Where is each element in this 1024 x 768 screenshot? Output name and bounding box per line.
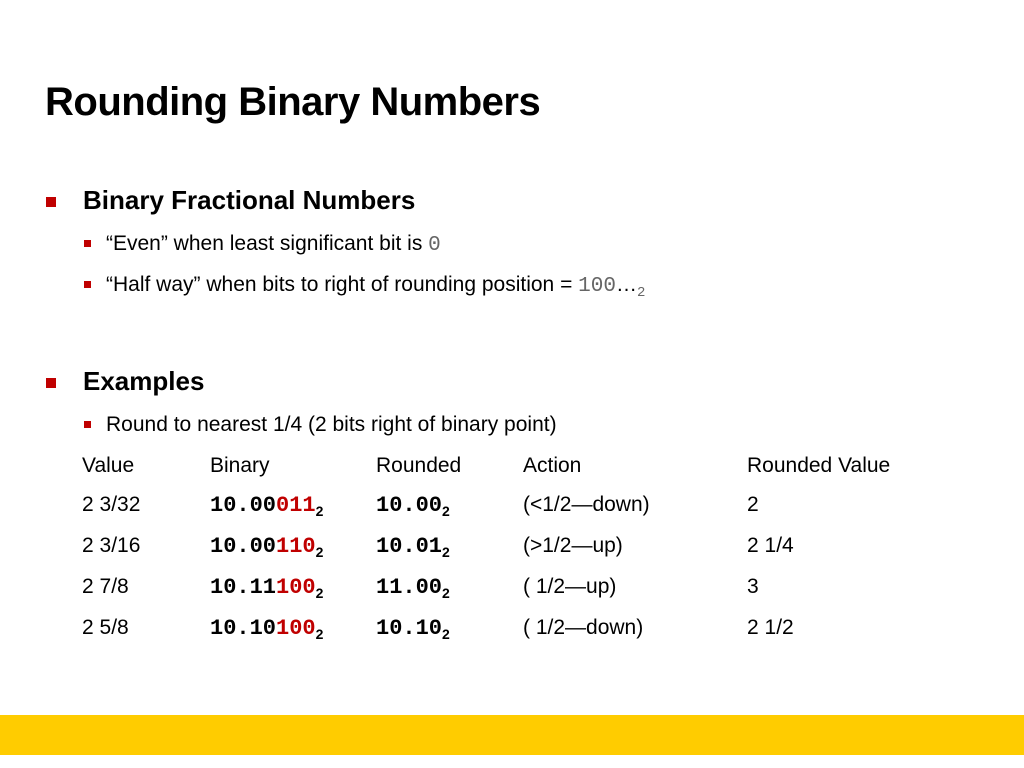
- sub-bullet-text: “Half way” when bits to right of rounding position =: [106, 273, 579, 296]
- column-header: Value: [82, 454, 135, 477]
- sub-bullet-label: [106, 232, 441, 257]
- column-header: Rounded: [376, 454, 462, 477]
- bullet-heading: Examples: [83, 366, 205, 396]
- square-bullet-icon: [46, 197, 56, 207]
- value-cell: 2 3/32: [82, 493, 141, 516]
- value-cell: 2 7/8: [82, 575, 129, 598]
- action-cell: ( 1/2—down): [523, 616, 644, 639]
- slide-title: Rounding Binary Numbers: [45, 80, 541, 124]
- binary-kept-bits: 10.10: [210, 616, 277, 641]
- binary-cell: [210, 616, 323, 642]
- rounded-bits: 10.00: [376, 493, 443, 518]
- column-header: Action: [523, 454, 582, 477]
- rounded-value-cell: 2 1/4: [747, 534, 794, 557]
- square-bullet-icon: [84, 421, 91, 428]
- rounded-base: 2: [442, 585, 450, 601]
- action-cell: (>1/2—up): [523, 534, 623, 557]
- rounded-cell: [376, 575, 450, 601]
- code-bit: 0: [428, 234, 441, 257]
- binary-extra-bits: 011: [276, 493, 316, 518]
- binary-kept-bits: 10.11: [210, 575, 277, 600]
- rounded-value-cell: 3: [747, 575, 759, 598]
- binary-extra-bits: 110: [276, 534, 316, 559]
- rounded-base: 2: [442, 626, 450, 642]
- action-cell: (<1/2—down): [523, 493, 650, 516]
- binary-base: 2: [315, 626, 324, 642]
- sub-bullet-text: “Even” when least significant bit is: [106, 232, 429, 255]
- value-cell: 2 3/16: [82, 534, 141, 557]
- sub-bullet-text: Round to nearest 1/4 (2 bits right of binary point): [106, 413, 557, 436]
- rounded-cell: [376, 534, 450, 560]
- binary-kept-bits: 10.00: [210, 534, 277, 559]
- code-bits: 100: [578, 275, 616, 298]
- subscript-base: 2: [636, 285, 646, 301]
- binary-base: 2: [315, 585, 324, 601]
- binary-cell: [210, 534, 323, 560]
- rounded-bits: 10.01: [376, 534, 443, 559]
- rounded-base: 2: [442, 503, 450, 519]
- rounded-bits: 10.10: [376, 616, 443, 641]
- bullet-heading: Binary Fractional Numbers: [83, 185, 416, 215]
- binary-extra-bits: 100: [276, 575, 316, 600]
- footer-bar: [0, 715, 1024, 755]
- rounded-cell: [376, 493, 450, 519]
- binary-cell: [210, 575, 323, 601]
- binary-base: 2: [315, 503, 324, 519]
- action-cell: ( 1/2—up): [523, 575, 617, 598]
- ellipsis: …: [615, 273, 637, 296]
- binary-cell: [210, 493, 323, 519]
- value-cell: 2 5/8: [82, 616, 129, 639]
- square-bullet-icon: [84, 240, 91, 247]
- rounded-base: 2: [442, 544, 450, 560]
- binary-kept-bits: 10.00: [210, 493, 277, 518]
- column-header: Binary: [210, 454, 270, 477]
- column-header: Rounded Value: [747, 454, 891, 477]
- sub-bullet-label: [106, 273, 645, 301]
- rounded-value-cell: 2: [747, 493, 759, 516]
- square-bullet-icon: [84, 281, 91, 288]
- binary-extra-bits: 100: [276, 616, 316, 641]
- rounded-cell: [376, 616, 450, 642]
- binary-base: 2: [315, 544, 324, 560]
- square-bullet-icon: [46, 378, 56, 388]
- rounded-value-cell: 2 1/2: [747, 616, 794, 639]
- rounded-bits: 11.00: [376, 575, 443, 600]
